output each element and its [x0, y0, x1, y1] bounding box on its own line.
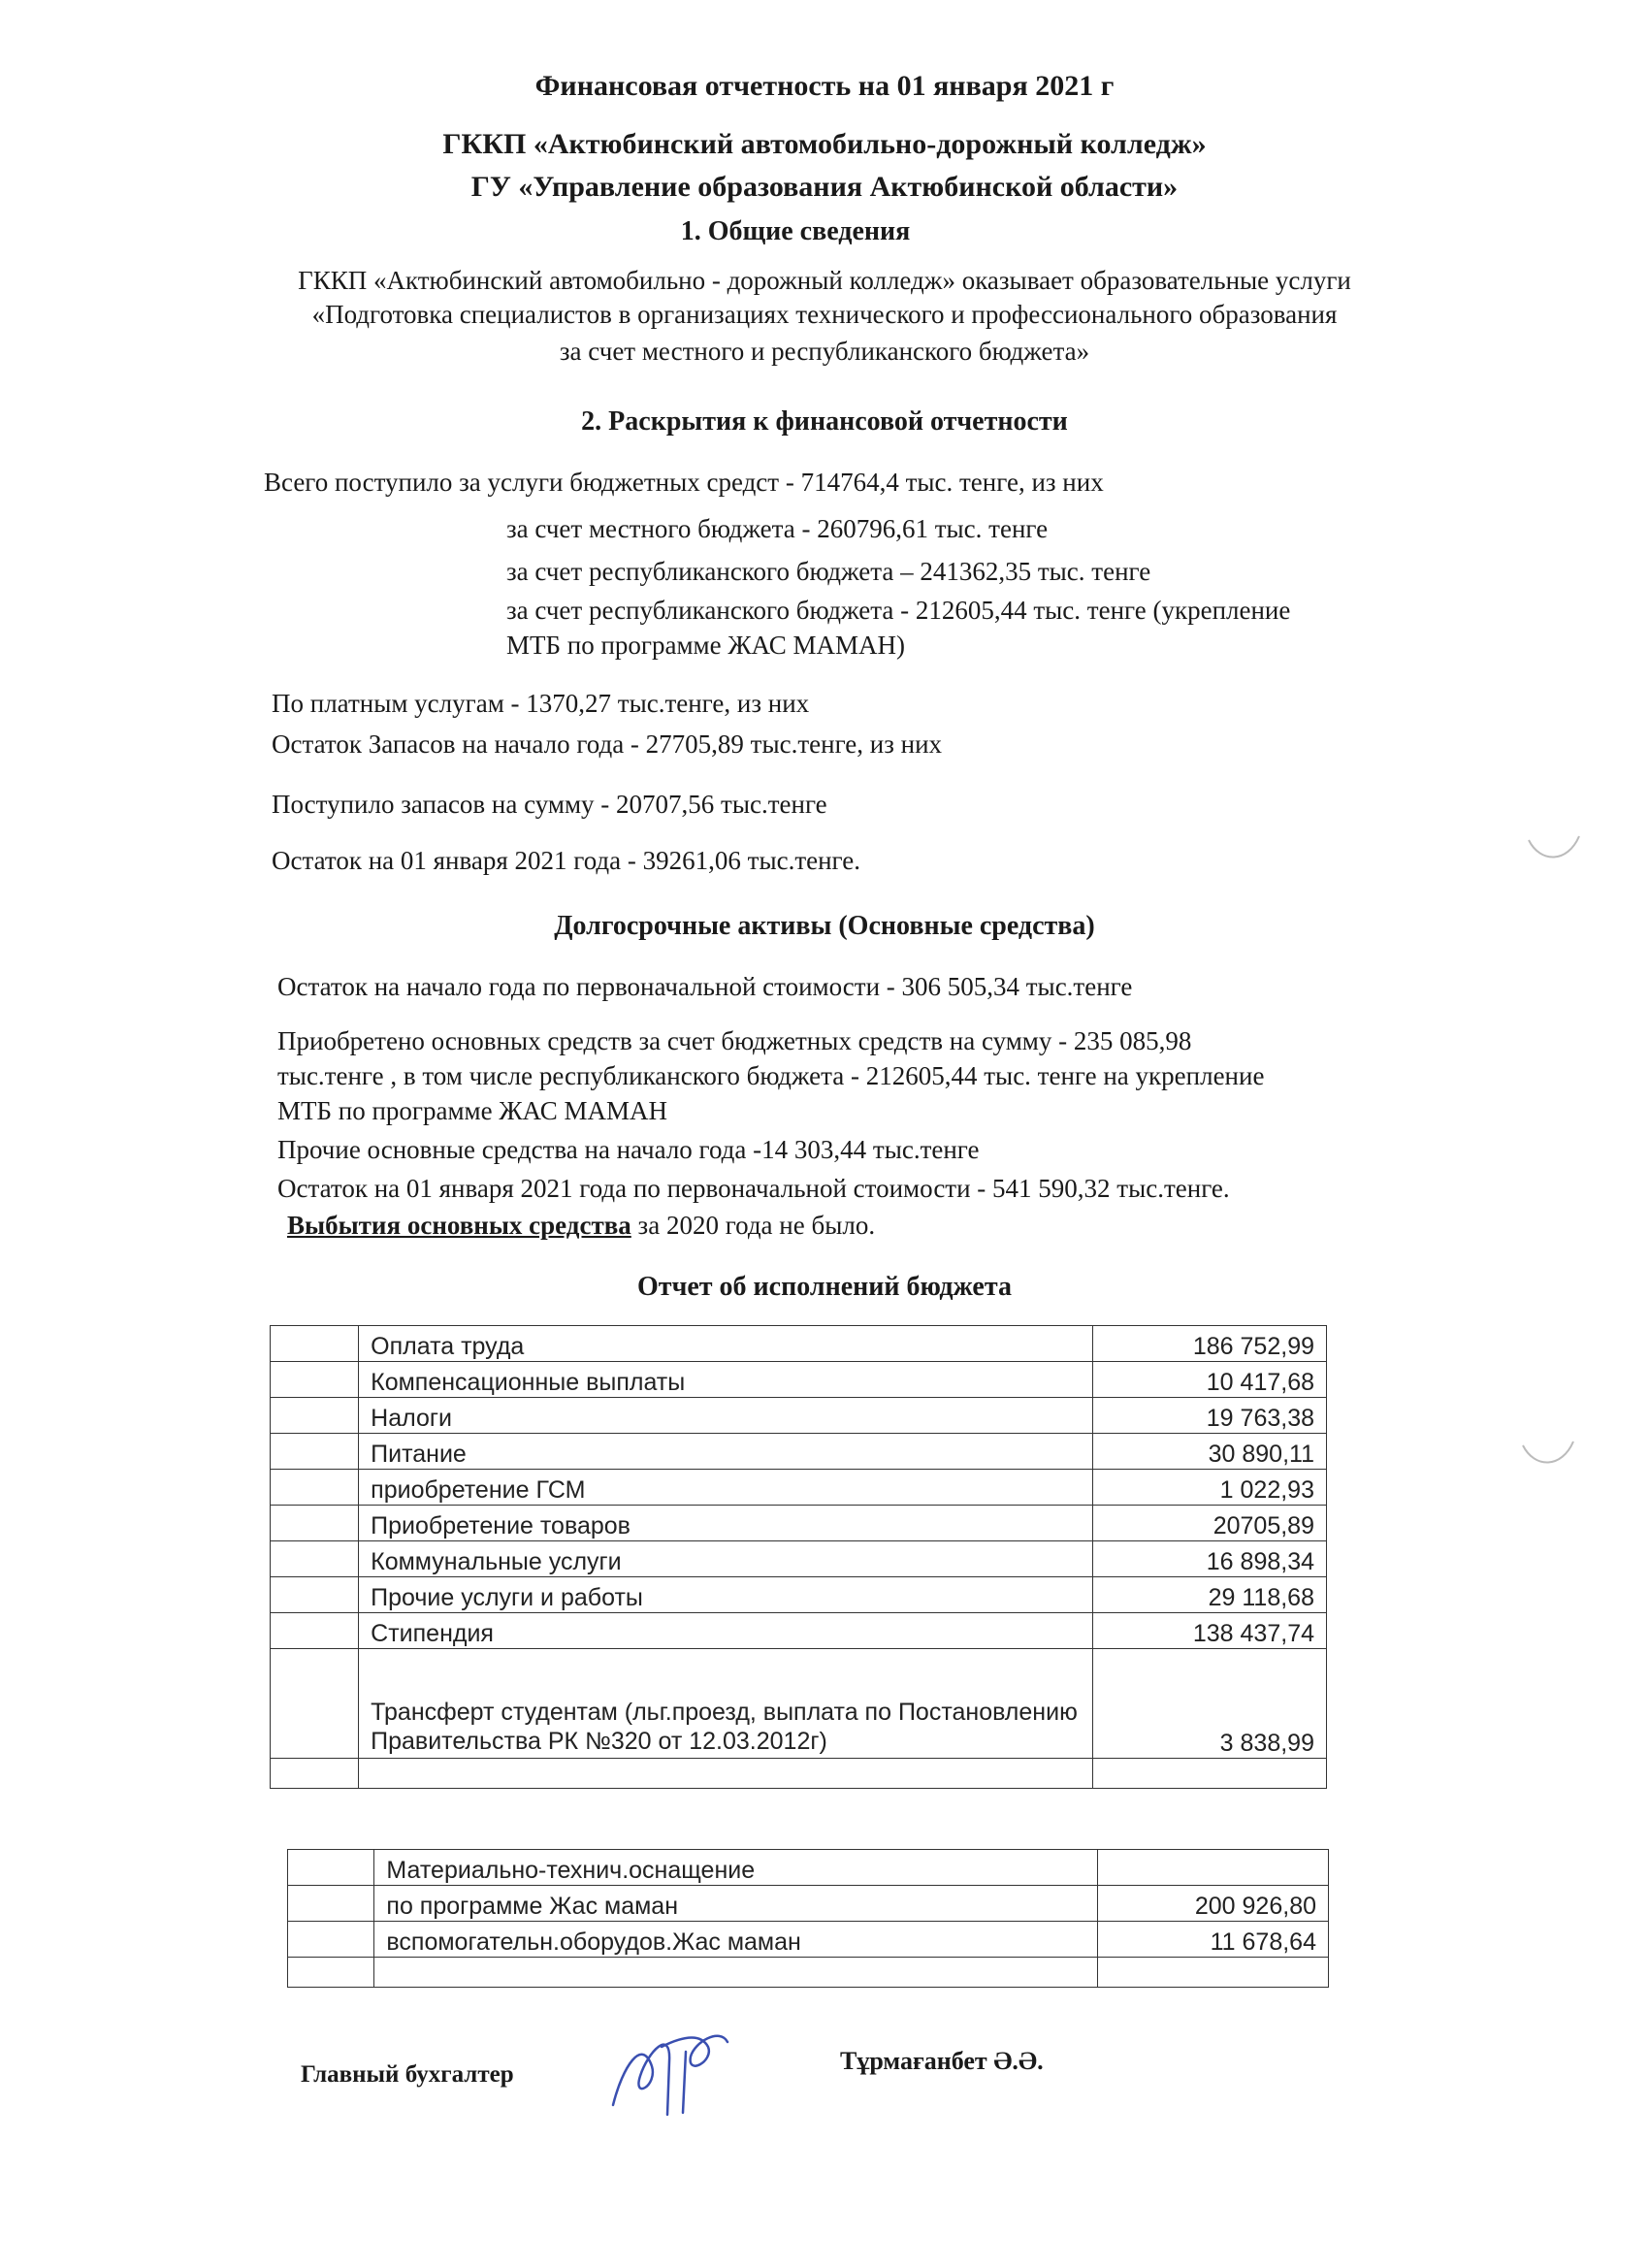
- org-parent: ГУ «Управление образования Актюбинской области»: [470, 171, 1179, 203]
- row-label-cell: Питание: [359, 1434, 1092, 1470]
- row-number-cell: [271, 1649, 359, 1759]
- table-row: [271, 1613, 1327, 1649]
- row-label-cell: [359, 1649, 1092, 1759]
- row-value-cell: 16 898,34: [1092, 1541, 1326, 1577]
- row-value-cell: 30 890,11: [1092, 1434, 1326, 1470]
- budget-heading: Отчет об исполнений бюджета: [637, 1272, 1012, 1302]
- disclosures-heading: 2. Раскрытия к финансовой отчетности: [581, 406, 1068, 437]
- transfer-label: Трансферт студентам (льг.проезд, выплата по Постановлению Правительства РК №320 от 12.03.2012г): [371, 1699, 1078, 1755]
- row-number-cell: [288, 1958, 374, 1988]
- table-row: [271, 1434, 1327, 1470]
- assets-disposal: [287, 1209, 875, 1242]
- table-row: [288, 1922, 1329, 1958]
- paid-services: По платным услугам - 1370,27 тыс.тенге, из них: [272, 689, 810, 718]
- row-label-cell: вспомогательн.оборудов.Жас маман: [374, 1922, 1098, 1958]
- disposal-label: Выбытия основных средства: [287, 1211, 631, 1240]
- row-number-cell: [271, 1470, 359, 1506]
- row-label-cell: Приобретение товаров: [359, 1506, 1092, 1541]
- row-number-cell: [271, 1506, 359, 1541]
- row-value-cell: 200 926,80: [1098, 1886, 1329, 1922]
- row-value-cell: 138 437,74: [1092, 1613, 1326, 1649]
- table-row: [271, 1398, 1327, 1434]
- document-title: Финансовая отчетность на 01 января 2021 г: [534, 70, 1115, 102]
- total-receipts: Всего поступило за услуги бюджетных средст - 714764,4 тыс. тенге, из них: [264, 468, 1104, 497]
- assets-end: Остаток на 01 января 2021 года по первоначальной стоимости - 541 590,32 тыс.тенге.: [277, 1174, 1230, 1203]
- table-row: [288, 1850, 1329, 1886]
- row-value-cell: 1 022,93: [1092, 1470, 1326, 1506]
- row-value-cell: 11 678,64: [1098, 1922, 1329, 1958]
- assets-heading: Долгосрочные активы (Основные средства): [554, 911, 1095, 941]
- row-label-cell: Компенсационные выплаты: [359, 1362, 1092, 1398]
- row-value-cell: [1098, 1958, 1329, 1988]
- table-row: [288, 1958, 1329, 1988]
- table-row: [271, 1577, 1327, 1613]
- table-row: [288, 1886, 1329, 1922]
- table-row: [271, 1759, 1327, 1789]
- mtb-table-body: [288, 1850, 1329, 1958]
- general-line-3: за счет местного и республиканского бюджета»: [559, 337, 1090, 366]
- row-number-cell: [288, 1886, 374, 1922]
- assets-acquired-2: тыс.тенге , в том числе республиканского бюджета - 212605,44 тыс. тенге на укрепление: [277, 1061, 1265, 1090]
- row-number-cell: [271, 1326, 359, 1362]
- row-number-cell: [288, 1922, 374, 1958]
- row-number-cell: [271, 1362, 359, 1398]
- table-row: [271, 1541, 1327, 1577]
- table-row: [271, 1506, 1327, 1541]
- org-name: ГККП «Актюбинский автомобильно-дорожный колледж»: [442, 128, 1207, 160]
- transfer-value: 3 838,99: [1092, 1649, 1326, 1759]
- row-label-cell: Налоги: [359, 1398, 1092, 1434]
- row-number-cell: [271, 1398, 359, 1434]
- table-row: [271, 1362, 1327, 1398]
- row-label-cell: Коммунальные услуги: [359, 1541, 1092, 1577]
- row-value-cell: 29 118,68: [1092, 1577, 1326, 1613]
- table-row: [271, 1326, 1327, 1362]
- row-number-cell: [288, 1850, 374, 1886]
- assets-begin: Остаток на начало года по первоначальной стоимости - 306 505,34 тыс.тенге: [277, 972, 1133, 1001]
- row-label-cell: [359, 1759, 1092, 1789]
- budget-table-body: [271, 1326, 1327, 1649]
- disposal-text: за 2020 года не было.: [637, 1211, 876, 1240]
- row-value-cell: [1098, 1850, 1329, 1886]
- row-label-cell: Оплата труда: [359, 1326, 1092, 1362]
- row-value-cell: 20705,89: [1092, 1506, 1326, 1541]
- table-row: [271, 1649, 1327, 1759]
- row-number-cell: [271, 1541, 359, 1577]
- row-label-cell: [374, 1958, 1098, 1988]
- signature-image: [594, 2008, 749, 2129]
- assets-acquired-3: МТБ по программе ЖАС МАМАН: [277, 1096, 667, 1125]
- local-budget: за счет местного бюджета - 260796,61 тыс. тенге: [506, 514, 1049, 543]
- assets-acquired-1: Приобретено основных средств за счет бюджетных средств на сумму - 235 085,98: [277, 1026, 1192, 1055]
- stock-received: Поступило запасов на сумму - 20707,56 тыс.тенге: [272, 790, 827, 819]
- row-label-cell: Стипендия: [359, 1613, 1092, 1649]
- assets-other: Прочие основные средства на начало года -14 303,44 тыс.тенге: [277, 1135, 980, 1164]
- stock-begin: Остаток Запасов на начало года - 27705,89 тыс.тенге, из них: [272, 729, 943, 759]
- row-label-cell: Материально-технич.оснащение: [374, 1850, 1098, 1886]
- republic-budget-2: за счет республиканского бюджета - 212605,44 тыс. тенге (укрепление: [506, 596, 1291, 625]
- signature-name: Тұрмағанбет Ә.Ә.: [840, 2047, 1044, 2075]
- row-number-cell: [271, 1434, 359, 1470]
- row-number-cell: [271, 1613, 359, 1649]
- general-line-1: ГККП «Актюбинский автомобильно - дорожный колледж» оказывает образовательные услуги: [298, 266, 1351, 295]
- section-general-heading: 1. Общие сведения: [680, 216, 911, 246]
- republic-budget-1: за счет республиканского бюджета – 241362,35 тыс. тенге: [506, 557, 1151, 586]
- signature-role: Главный бухгалтер: [301, 2061, 514, 2088]
- table-row: [271, 1470, 1327, 1506]
- scan-mark: [1525, 830, 1583, 869]
- row-label-cell: Прочие услуги и работы: [359, 1577, 1092, 1613]
- row-label-cell: приобретение ГСМ: [359, 1470, 1092, 1506]
- row-value-cell: 19 763,38: [1092, 1398, 1326, 1434]
- row-value-cell: [1092, 1759, 1326, 1789]
- row-number-cell: [271, 1577, 359, 1613]
- republic-budget-2-cont: МТБ по программе ЖАС МАМАН): [506, 631, 905, 660]
- row-number-cell: [271, 1759, 359, 1789]
- mtb-table: [287, 1849, 1329, 1988]
- general-line-2: «Подготовка специалистов в организациях технического и профессионального образования: [311, 300, 1338, 329]
- row-label-cell: по программе Жас маман: [374, 1886, 1098, 1922]
- budget-table: [270, 1325, 1327, 1789]
- scan-mark: [1519, 1436, 1577, 1474]
- row-value-cell: 10 417,68: [1092, 1362, 1326, 1398]
- row-value-cell: 186 752,99: [1092, 1326, 1326, 1362]
- stock-end: Остаток на 01 января 2021 года - 39261,06 тыс.тенге.: [272, 846, 860, 875]
